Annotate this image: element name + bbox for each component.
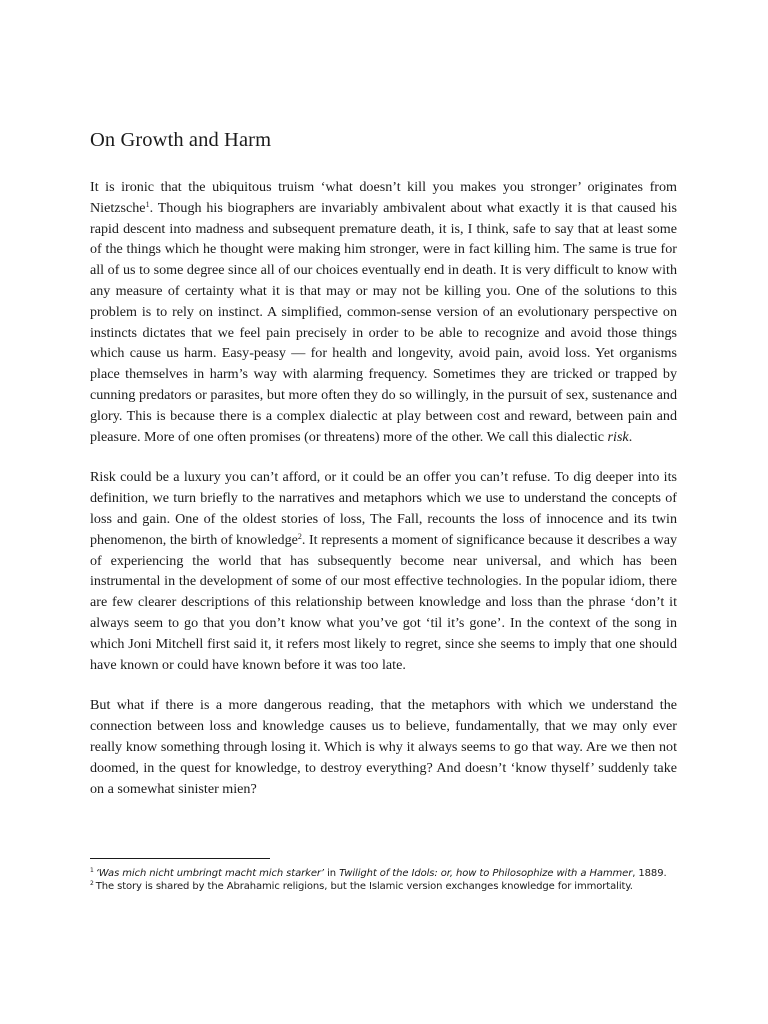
footnote-2-text: The story is shared by the Abrahamic religions, but the Islamic version exchanges knowledge for immortality. (95, 881, 633, 892)
footnote-ref-1: 1 (145, 200, 150, 210)
footnote-1-number: 1 (90, 866, 94, 874)
paragraph-2-text-a: Risk could be a luxury you can’t afford, or it could be an offer you can’t refuse. To dig deeper into its definition, we turn briefly to the narratives and metaphors which we use to understand the concepts of loss and gain. One of the oldest stories of loss, The Fall, recounts the loss of innocence and its twin phenomenon, the birth of knowledge (90, 469, 677, 548)
paragraph-1-text-a: It is ironic that the ubiquitous truism ‘what doesn’t kill you makes you stronger’ originates from Nietzsche (90, 179, 677, 216)
footnote-1-year: , 1889. (632, 868, 667, 879)
footnotes (90, 858, 690, 893)
document-title: On Growth and Harm (90, 129, 272, 151)
paragraph-2 (90, 467, 677, 675)
footnote-2-number: 2 (90, 879, 94, 887)
document-page (90, 126, 677, 819)
footnote-divider (90, 858, 270, 859)
paragraph-3: But what if there is a more dangerous reading, that the metaphors with which we understand the connection between loss and knowledge causes us to believe, fundamentally, that we may only ever really know something through losing it. Which is why it always seems to go that way. Are we then not doomed, in the quest for knowledge, to destroy everything? And doesn’t ‘know thyself’ suddenly take on a somewhat sinister mien? (90, 697, 677, 797)
footnote-2 (90, 880, 690, 893)
footnote-1-quote: ‘Was mich nicht umbringt macht mich starker’ (95, 868, 324, 879)
footnote-1-mid: in (324, 868, 340, 879)
footnote-ref-2: 2 (297, 532, 302, 542)
term-risk: risk (607, 428, 629, 445)
footnote-1 (90, 867, 690, 880)
footnote-1-book: Twilight of the Idols: or, how to Philosophize with a Hammer (339, 868, 633, 879)
paragraph-1-text-b: . Though his biographers are invariably ambivalent about what exactly it is that caused his rapid descent into madness and subsequent premature death, it is, I think, safe to say that at least some of the things which he thought were making him stronger, were in fact killing him. The same is true for all of us to some degree since all of our choices eventually end in death. It is very difficult to know with any measure of certainty what it is that may or may not be killing you. One of the solutions to this problem is to rely on instinct. A simplified, common-sense version of an evolutionary perspective on instincts dictates that we feel pain precisely in order to be able to recognize and avoid those things which cause us harm. Easy-peasy — for health and longevity, avoid pain, avoid loss. Yet organisms place themselves in harm’s way with alarming frequency. Sometimes they are tricked or trapped by cunning predators or parasites, but more often they do so willingly, in the pursuit of sex, sustenance and glory. This is because there is a complex dialectic at play between cost and reward, between pain and pleasure. More of one often promises (or threatens) more of the other. We call this dialectic (90, 199, 677, 445)
paragraph-2-text-b: . It represents a moment of significance because it describes a way of experiencing the world that has subsequently become near universal, and which has been instrumental in the development of some of our most effective technologies. In the popular idiom, there are few clearer descriptions of this relationship between knowledge and loss than the phrase ‘don’t it always seem to go that you don’t know what you’ve got ‘til it’s gone’. In the context of the song in which Joni Mitchell first said it, it refers most likely to regret, since she seems to imply that one should have known or could have known before it was too late. (90, 531, 677, 673)
paragraph-1-text-c: . (628, 428, 633, 445)
paragraph-1 (90, 177, 677, 447)
